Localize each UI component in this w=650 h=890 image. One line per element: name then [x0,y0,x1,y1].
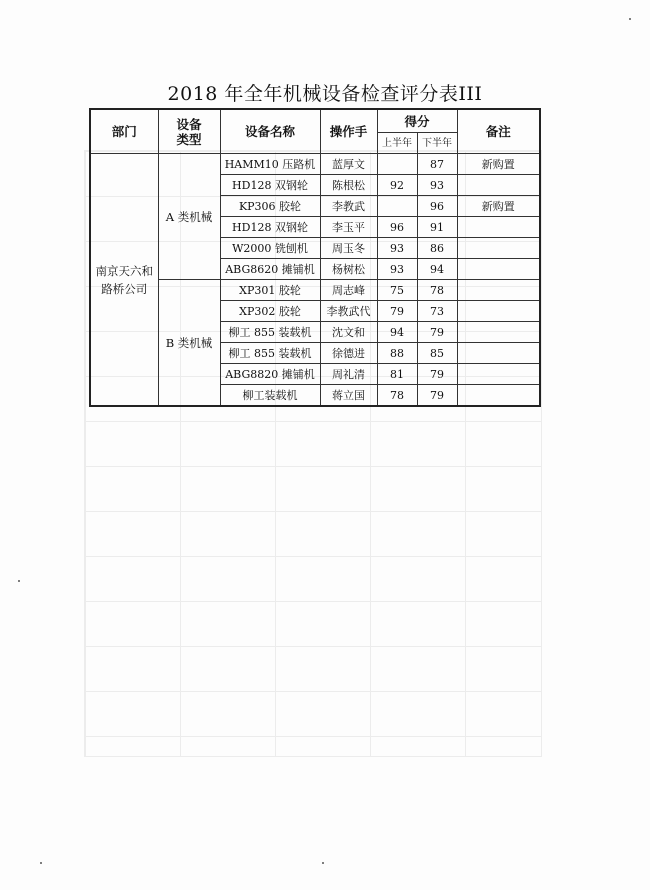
score-first-half: 81 [377,364,417,385]
operator: 杨树松 [320,259,377,280]
header-operator: 操作手 [320,109,377,154]
score-second-half: 79 [417,364,457,385]
score-second-half: 93 [417,175,457,196]
score-first-half [377,154,417,175]
score-second-half: 85 [417,343,457,364]
equipment-name: 柳工装载机 [220,385,320,407]
header-first-half: 上半年 [377,133,417,154]
scan-speck [322,862,324,864]
equipment-name: XP301 胶轮 [220,280,320,301]
score-second-half: 73 [417,301,457,322]
remark [457,322,540,343]
equipment-name: 柳工 855 装载机 [220,343,320,364]
remark: 新购置 [457,154,540,175]
header-dept: 部门 [90,109,158,154]
scan-speck [18,580,20,582]
score-first-half [377,196,417,217]
operator: 李教武代 [320,301,377,322]
score-second-half: 78 [417,280,457,301]
category-a: A 类机械 [158,154,220,280]
operator: 徐德进 [320,343,377,364]
operator: 蓝厚文 [320,154,377,175]
remark [457,343,540,364]
score-table [89,108,541,407]
score-first-half: 92 [377,175,417,196]
equipment-name: HD128 双钢轮 [220,175,320,196]
remark [457,280,540,301]
score-first-half: 88 [377,343,417,364]
score-second-half: 86 [417,238,457,259]
scan-speck [40,862,42,864]
score-first-half: 75 [377,280,417,301]
table-row [90,154,540,175]
dept-text: 南京天六和路桥公司 [95,263,153,296]
header-second-half: 下半年 [417,133,457,154]
header-name: 设备名称 [220,109,320,154]
header-score: 得分 [377,109,457,133]
category-b: B 类机械 [158,280,220,407]
operator: 周礼清 [320,364,377,385]
remark [457,175,540,196]
remark: 新购置 [457,196,540,217]
score-second-half: 79 [417,322,457,343]
header-type [158,109,220,154]
header-remark: 备注 [457,109,540,154]
remark [457,301,540,322]
score-second-half: 87 [417,154,457,175]
score-second-half: 94 [417,259,457,280]
remark [457,364,540,385]
score-first-half: 96 [377,217,417,238]
operator: 李教武 [320,196,377,217]
equipment-name: ABG8620 摊铺机 [220,259,320,280]
remark [457,238,540,259]
scan-speck [629,18,631,20]
score-first-half: 78 [377,385,417,407]
operator: 李玉平 [320,217,377,238]
page-title: 2018 年全年机械设备检查评分表III [167,83,483,105]
equipment-name: ABG8820 摊铺机 [220,364,320,385]
remark [457,385,540,407]
score-first-half: 94 [377,322,417,343]
operator: 陈根松 [320,175,377,196]
equipment-name: W2000 铣刨机 [220,238,320,259]
operator: 周志峰 [320,280,377,301]
equipment-name: HD128 双钢轮 [220,217,320,238]
score-second-half: 91 [417,217,457,238]
operator: 沈文和 [320,322,377,343]
remark [457,217,540,238]
score-first-half: 79 [377,301,417,322]
header-type-text: 设备类型 [176,116,202,147]
equipment-name: KP306 胶轮 [220,196,320,217]
dept-cell [90,154,158,407]
remark [457,259,540,280]
score-second-half: 96 [417,196,457,217]
score-first-half: 93 [377,238,417,259]
equipment-name: 柳工 855 装载机 [220,322,320,343]
operator: 周玉冬 [320,238,377,259]
equipment-name: XP302 胶轮 [220,301,320,322]
equipment-name: HAMM10 压路机 [220,154,320,175]
operator: 蒋立国 [320,385,377,407]
table-row [90,280,540,301]
score-second-half: 79 [417,385,457,407]
score-first-half: 93 [377,259,417,280]
